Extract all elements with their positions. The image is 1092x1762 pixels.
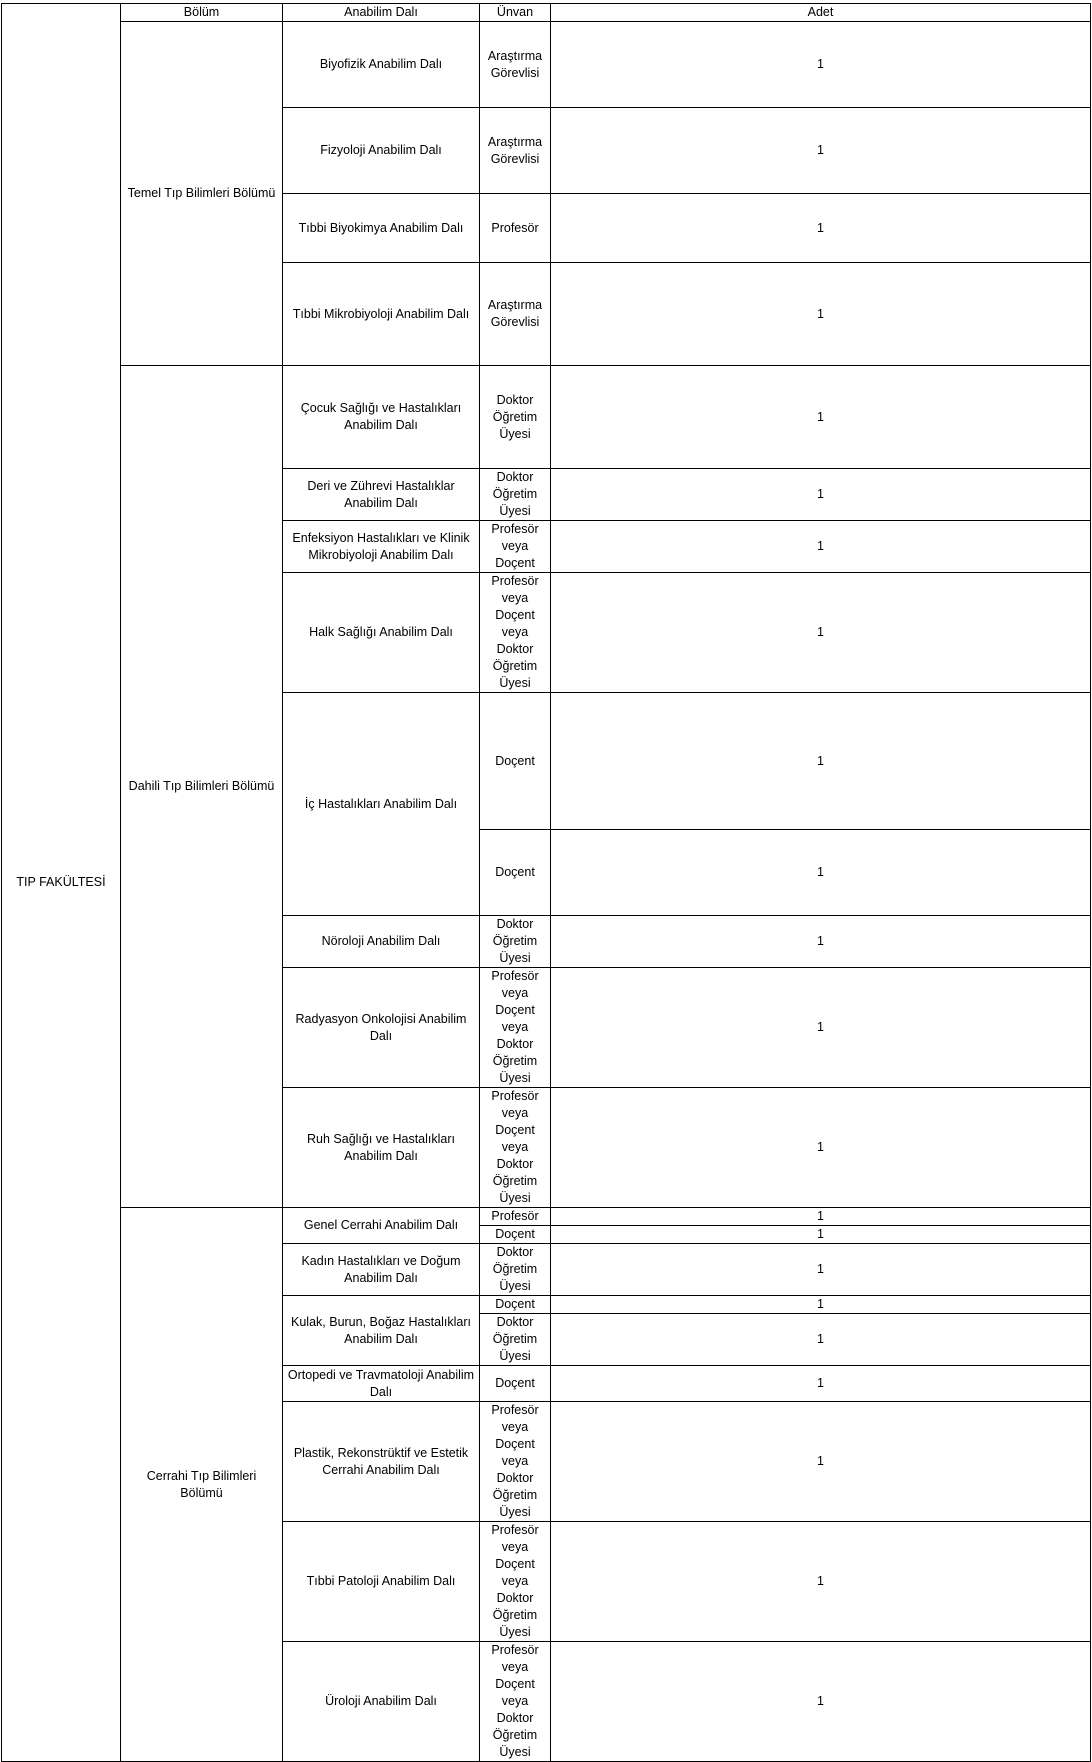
title-cell: Profesör veya Doçent veya Doktor Öğretim Üyesi — [480, 968, 551, 1088]
dept-cell: Üroloji Anabilim Dalı — [283, 1642, 480, 1762]
count-cell: 1 — [551, 194, 1091, 263]
dept-cell: Enfeksiyon Hastalıkları ve Klinik Mikrobiyoloji Anabilim Dalı — [283, 521, 480, 573]
dept-cell: Çocuk Sağlığı ve Hastalıkları Anabilim Dalı — [283, 366, 480, 469]
title-cell: Profesör veya Doçent veya Doktor Öğretim Üyesi — [480, 1642, 551, 1762]
dept-cell: Biyofizik Anabilim Dalı — [283, 22, 480, 108]
section-cerrahi: Cerrahi Tıp Bilimleri Bölümü — [121, 1208, 283, 1762]
dept-cell: Nöroloji Anabilim Dalı — [283, 916, 480, 968]
count-cell: 1 — [551, 1522, 1091, 1642]
title-cell: Doktor Öğretim Üyesi — [480, 366, 551, 469]
count-cell: 1 — [551, 916, 1091, 968]
count-cell: 1 — [551, 263, 1091, 366]
count-cell: 1 — [551, 1088, 1091, 1208]
title-cell: Profesör veya Doçent veya Doktor Öğretim Üyesi — [480, 573, 551, 693]
positions-table — [1, 3, 1091, 1762]
count-cell: 1 — [551, 1208, 1091, 1226]
title-cell: Doçent — [480, 1296, 551, 1314]
title-cell: Doktor Öğretim Üyesi — [480, 916, 551, 968]
dept-cell: Deri ve Zührevi Hastalıklar Anabilim Dalı — [283, 469, 480, 521]
count-cell: 1 — [551, 521, 1091, 573]
dept-cell: Tıbbi Biyokimya Anabilim Dalı — [283, 194, 480, 263]
dept-cell: Plastik, Rekonstrüktif ve Estetik Cerrahi Anabilim Dalı — [283, 1402, 480, 1522]
title-cell: Doktor Öğretim Üyesi — [480, 469, 551, 521]
count-cell: 1 — [551, 469, 1091, 521]
count-cell: 1 — [551, 573, 1091, 693]
title-cell: Profesör — [480, 1208, 551, 1226]
title-cell: Araştırma Görevlisi — [480, 22, 551, 108]
header-unvan: Ünvan — [480, 4, 551, 22]
count-cell: 1 — [551, 1244, 1091, 1296]
title-cell: Doçent — [480, 1366, 551, 1402]
header-anabilim: Anabilim Dalı — [283, 4, 480, 22]
count-cell: 1 — [551, 1642, 1091, 1762]
header-adet: Adet — [551, 4, 1091, 22]
title-cell: Araştırma Görevlisi — [480, 108, 551, 194]
count-cell: 1 — [551, 108, 1091, 194]
table-row — [2, 22, 1091, 108]
dept-cell: Kadın Hastalıkları ve Doğum Anabilim Dalı — [283, 1244, 480, 1296]
title-cell: Profesör veya Doçent — [480, 521, 551, 573]
dept-cell: Ortopedi ve Travmatoloji Anabilim Dalı — [283, 1366, 480, 1402]
title-cell: Doçent — [480, 1226, 551, 1244]
dept-cell: Genel Cerrahi Anabilim Dalı — [283, 1208, 480, 1244]
count-cell: 1 — [551, 1366, 1091, 1402]
count-cell: 1 — [551, 830, 1091, 916]
dept-cell: Tıbbi Mikrobiyoloji Anabilim Dalı — [283, 263, 480, 366]
dept-cell: Fizyoloji Anabilim Dalı — [283, 108, 480, 194]
dept-cell: Kulak, Burun, Boğaz Hastalıkları Anabilim Dalı — [283, 1296, 480, 1366]
count-cell: 1 — [551, 1402, 1091, 1522]
count-cell: 1 — [551, 693, 1091, 830]
title-cell: Doktor Öğretim Üyesi — [480, 1244, 551, 1296]
table-row — [2, 366, 1091, 469]
section-dahili: Dahili Tıp Bilimleri Bölümü — [121, 366, 283, 1208]
title-cell: Profesör veya Doçent veya Doktor Öğretim Üyesi — [480, 1088, 551, 1208]
section-temel: Temel Tıp Bilimleri Bölümü — [121, 22, 283, 366]
count-cell: 1 — [551, 22, 1091, 108]
header-bolum: Bölüm — [121, 4, 283, 22]
count-cell: 1 — [551, 1296, 1091, 1314]
title-cell: Doçent — [480, 693, 551, 830]
title-cell: Profesör veya Doçent veya Doktor Öğretim Üyesi — [480, 1522, 551, 1642]
title-cell: Doçent — [480, 830, 551, 916]
count-cell: 1 — [551, 968, 1091, 1088]
table-row — [2, 1208, 1091, 1226]
dept-cell: Ruh Sağlığı ve Hastalıkları Anabilim Dalı — [283, 1088, 480, 1208]
faculty-cell: TIP FAKÜLTESİ — [2, 4, 121, 1762]
header-row — [2, 4, 1091, 22]
dept-cell: İç Hastalıkları Anabilim Dalı — [283, 693, 480, 916]
count-cell: 1 — [551, 1226, 1091, 1244]
dept-cell: Halk Sağlığı Anabilim Dalı — [283, 573, 480, 693]
title-cell: Profesör — [480, 194, 551, 263]
dept-cell: Radyasyon Onkolojisi Anabilim Dalı — [283, 968, 480, 1088]
count-cell: 1 — [551, 366, 1091, 469]
count-cell: 1 — [551, 1314, 1091, 1366]
title-cell: Doktor Öğretim Üyesi — [480, 1314, 551, 1366]
dept-cell: Tıbbi Patoloji Anabilim Dalı — [283, 1522, 480, 1642]
title-cell: Araştırma Görevlisi — [480, 263, 551, 366]
title-cell: Profesör veya Doçent veya Doktor Öğretim Üyesi — [480, 1402, 551, 1522]
